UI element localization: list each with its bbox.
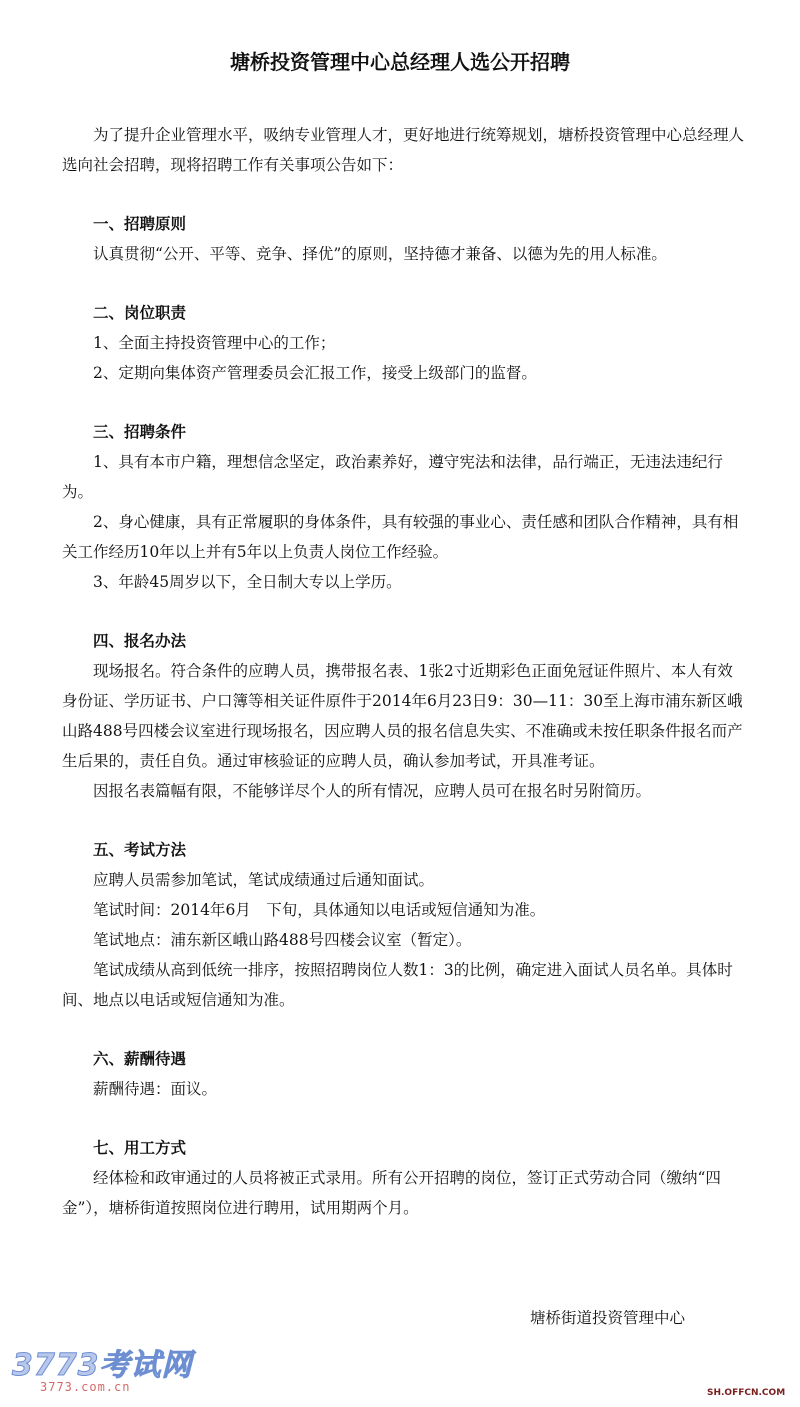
section-title: 二、岗位职责: [93, 304, 187, 322]
watermark-url: 3773.com.cn: [40, 1380, 131, 1394]
section-title: 四、报名办法: [93, 632, 187, 650]
section-registration: [62, 626, 748, 806]
watermark-offcn: SH.OFFCN.COM: [707, 1388, 786, 1398]
paragraph: 2、身心健康，具有正常履职的身体条件，具有较强的事业心、责任感和团队合作精神，具有相关工作经历10年以上并有5年以上负责人岗位工作经验。: [62, 513, 739, 561]
paragraph: 笔试地点：浦东新区峨山路488号四楼会议室（暂定）。: [93, 931, 472, 949]
section-title: 一、招聘原则: [93, 215, 187, 233]
section-title: 三、招聘条件: [93, 423, 187, 441]
paragraph: 3、年龄45周岁以下，全日制大专以上学历。: [93, 573, 402, 591]
section-employment: [62, 1133, 748, 1223]
paragraph: 2、定期向集体资产管理委员会汇报工作，接受上级部门的监督。: [93, 364, 537, 382]
paragraph: 现场报名。符合条件的应聘人员，携带报名表、1张2寸近期彩色正面免冠证件照片、本人有效身份证、学历证书、户口簿等相关证件原件于2014年6月23日9：30—11：30至上海市浦东新区峨山路488号四楼会议室进行现场报名，因应聘人员的报名信息失实、不准确或未按任职条件报名而产生后果的，责任自负。通过审核验证的应聘人员，确认参加考试，开具准考证。: [62, 662, 743, 770]
section-exam: [62, 835, 748, 1015]
section-duties: [62, 298, 748, 388]
watermark-logo: 3773考试网: [12, 1348, 193, 1383]
paragraph: 1、全面主持投资管理中心的工作；: [93, 334, 336, 352]
intro-paragraph: 为了提升企业管理水平，吸纳专业管理人才，更好地进行统筹规划，塘桥投资管理中心总经理人选向社会招聘，现将招聘工作有关事项公告如下：: [62, 126, 745, 174]
section-requirements: [62, 417, 748, 597]
signature: 塘桥街道投资管理中心: [530, 1309, 686, 1327]
section-principles: [62, 209, 748, 269]
page-title: 塘桥投资管理中心总经理人选公开招聘: [230, 50, 570, 74]
paragraph: 经体检和政审通过的人员将被正式录用。所有公开招聘的岗位，签订正式劳动合同（缴纳“四金”），塘桥街道按照岗位进行聘用，试用期两个月。: [62, 1169, 721, 1217]
paragraph: 1、具有本市户籍，理想信念坚定，政治素养好，遵守宪法和法律，品行端正，无违法违纪行为。: [62, 453, 723, 501]
paragraph: 认真贯彻“公开、平等、竞争、择优”的原则，坚持德才兼备、以德为先的用人标准。: [93, 245, 667, 263]
paragraph: 笔试成绩从高到低统一排序，按照招聘岗位人数1：3的比例，确定进入面试人员名单。具体时间、地点以电话或短信通知为准。: [62, 961, 733, 1009]
document-body: [62, 120, 748, 1223]
section-title: 七、用工方式: [93, 1139, 187, 1157]
paragraph: 应聘人员需参加笔试，笔试成绩通过后通知面试。: [93, 871, 435, 889]
section-title: 六、薪酬待遇: [93, 1050, 187, 1068]
paragraph: 笔试时间：2014年6月 下旬，具体通知以电话或短信通知为准。: [93, 901, 546, 919]
paragraph: 薪酬待遇：面议。: [93, 1080, 218, 1098]
section-title: 五、考试方法: [93, 841, 187, 859]
section-salary: [62, 1044, 748, 1104]
paragraph: 因报名表篇幅有限，不能够详尽个人的所有情况，应聘人员可在报名时另附简历。: [93, 782, 652, 800]
